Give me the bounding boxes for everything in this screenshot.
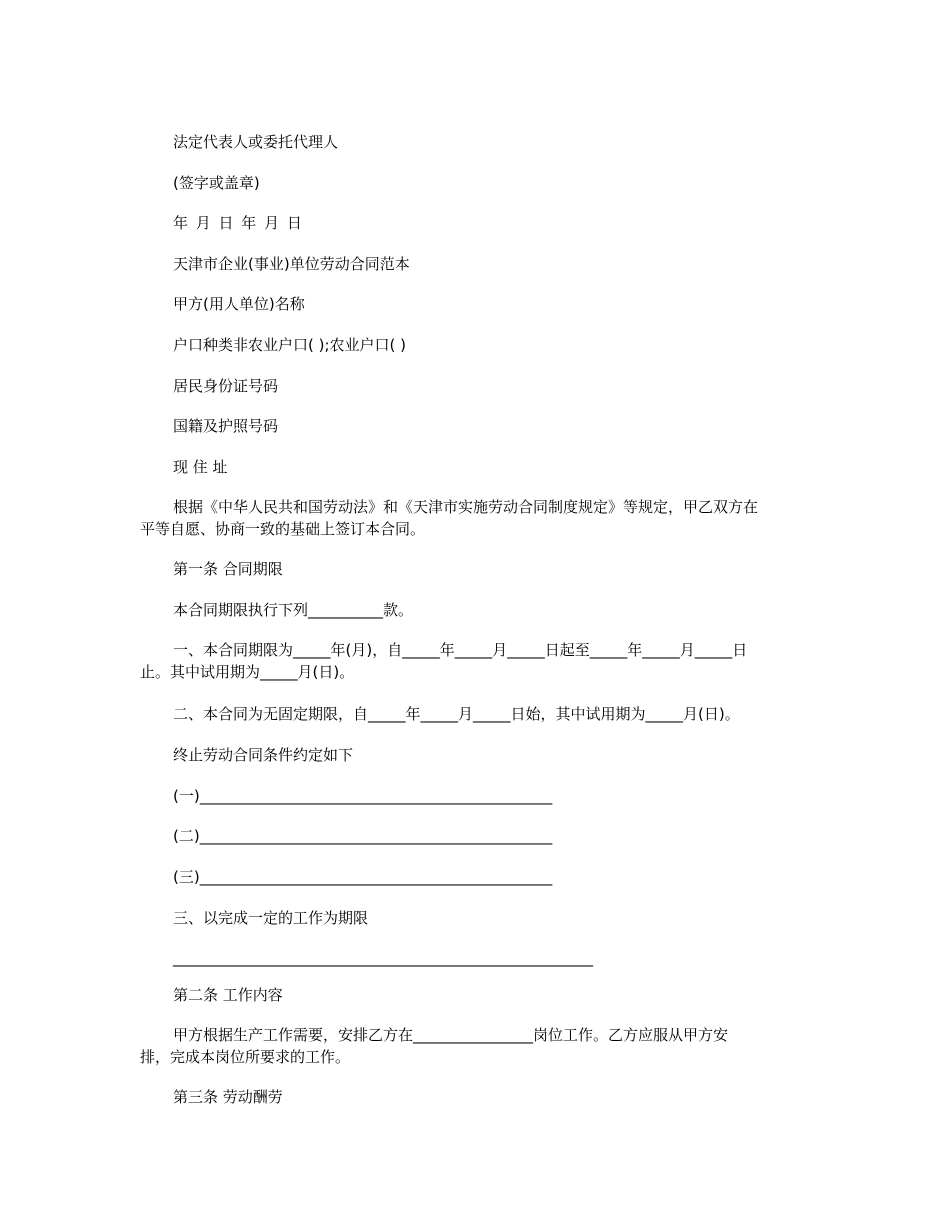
text-term-3: 三、以完成一定的工作为期限 bbox=[173, 909, 369, 927]
paragraph-term-1-line-2: 止。其中试用期为_____月(日)。 bbox=[140, 663, 355, 681]
text-household-type: 户口种类非农业户口( );农业户口( ) bbox=[173, 336, 406, 354]
text-termination-conditions: 终止劳动合同条件约定如下 bbox=[173, 746, 354, 764]
text-term-3-blank: ________________________________________________________ bbox=[173, 949, 593, 967]
paragraph-term-1 bbox=[140, 639, 820, 683]
paragraph-basis bbox=[140, 496, 820, 540]
heading-article-3: 第三条 劳动酬劳 bbox=[173, 1088, 283, 1106]
text-condition-3: (三)_______________________________________________ bbox=[173, 868, 553, 886]
text-party-a-name: 甲方(用人单位)名称 bbox=[173, 295, 305, 313]
text-contract-template-title: 天津市企业(事业)单位劳动合同范本 bbox=[173, 255, 410, 273]
paragraph-basis-line-2: 平等自愿、协商一致的基础上签订本合同。 bbox=[140, 520, 426, 538]
paragraph-basis-line-1: 根据《中华人民共和国劳动法》和《天津市实施劳动合同制度规定》等规定，甲乙双方在 bbox=[173, 498, 759, 516]
text-id-number: 居民身份证号码 bbox=[173, 377, 279, 395]
heading-article-1: 第一条 合同期限 bbox=[173, 560, 283, 578]
text-condition-1: (一)_______________________________________________ bbox=[173, 787, 553, 805]
text-current-address: 现 住 址 bbox=[173, 458, 228, 476]
paragraph-term-1-line-1: 一、本合同期限为_____年(月)，自_____年_____月_____日起至_____年_____月_____日 bbox=[173, 641, 748, 659]
heading-article-2: 第二条 工作内容 bbox=[173, 986, 283, 1004]
text-date-fields: 年 月 日 年 月 日 bbox=[173, 214, 302, 232]
paragraph-work-content bbox=[140, 1024, 820, 1068]
paragraph-work-content-line-2: 排，完成本岗位所要求的工作。 bbox=[140, 1048, 351, 1066]
text-article-1-clause: 本合同期限执行下列__________款。 bbox=[173, 601, 414, 619]
text-term-2: 二、本合同为无固定期限，自_____年_____月_____日始，其中试用期为_____月(日)。 bbox=[173, 705, 740, 723]
text-condition-2: (二)_______________________________________________ bbox=[173, 827, 553, 845]
text-legal-representative: 法定代表人或委托代理人 bbox=[173, 133, 339, 151]
text-passport-number: 国籍及护照号码 bbox=[173, 417, 279, 435]
text-signature-or-seal: (签字或盖章) bbox=[173, 174, 260, 192]
paragraph-work-content-line-1: 甲方根据生产工作需要，安排乙方在________________岗位工作。乙方应服从甲方安 bbox=[173, 1026, 729, 1044]
